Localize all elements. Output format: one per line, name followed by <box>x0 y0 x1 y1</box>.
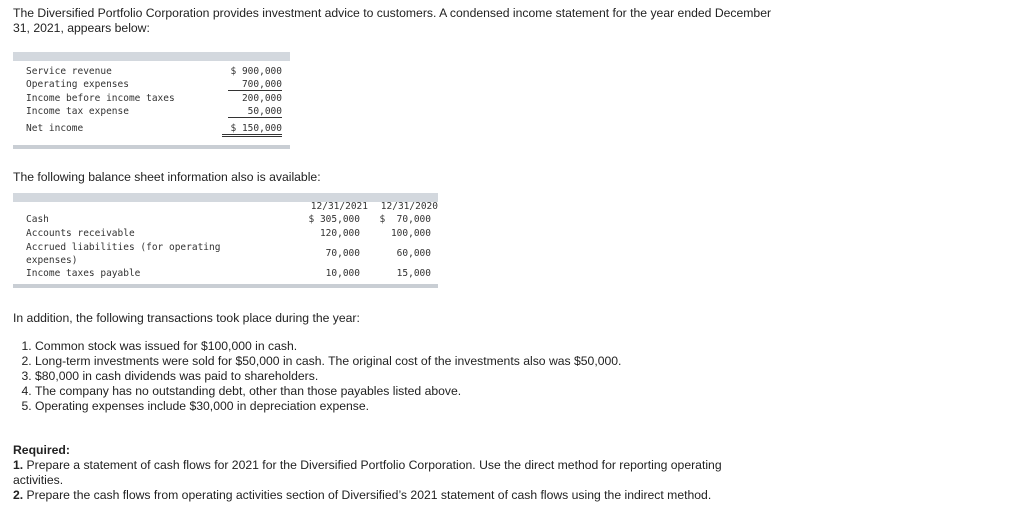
bs-header: 12/31/2021 <box>310 201 368 212</box>
bs-label: Income taxes payable <box>26 268 141 279</box>
intro-paragraph: The Diversified Portfolio Corporation provides investment advice to customers. A condensed income statement for the year ended December 31, 2021, appears below: <box>13 6 772 35</box>
is-value: 200,000 <box>241 93 282 104</box>
transaction-item: 2. Long-term investments were sold for $50,000 in cash. The original cost of the investments also was $50,000. <box>35 354 737 369</box>
required-item-number: 2. <box>13 488 24 502</box>
transaction-item: 5. Operating expenses include $30,000 in depreciation expense. <box>35 399 737 414</box>
required-item <box>13 458 773 488</box>
transaction-item: 3. $80,000 in cash dividends was paid to shareholders. <box>35 369 737 384</box>
is-label: Operating expenses <box>26 79 129 90</box>
is-label: Net income <box>26 123 84 134</box>
bs-value-2020: 15,000 <box>396 268 431 279</box>
bs-value-2021: 120,000 <box>319 228 360 239</box>
bs-label: Accounts receivable <box>26 228 135 239</box>
bs-label: Cash <box>26 214 49 225</box>
is-label: Service revenue <box>26 66 112 77</box>
required-heading: Required: <box>13 443 70 457</box>
bs-value-2020: 60,000 <box>396 248 431 259</box>
required-item-text: Prepare a statement of cash flows for 2021 for the Diversified Portfolio Corporation. Use the direct method for reporting operating activities. <box>13 458 722 487</box>
bs-value-2020: $ 70,000 <box>379 214 431 225</box>
bs-value-2021: 10,000 <box>325 268 360 279</box>
is-label: Income tax expense <box>26 106 129 117</box>
bs-value-2021: $ 305,000 <box>308 214 360 225</box>
required-item <box>13 488 773 503</box>
bs-value-2020: 100,000 <box>390 228 431 239</box>
balance-intro: The following balance sheet information also is available: <box>13 170 321 184</box>
transaction-item: 4. The company has no outstanding debt, other than those payables listed above. <box>35 384 737 399</box>
required-item-number: 1. <box>13 458 24 472</box>
is-value: 50,000 <box>228 106 282 118</box>
is-label: Income before income taxes <box>26 93 175 104</box>
is-value: $ 150,000 <box>222 123 282 137</box>
transactions-intro: In addition, the following transactions took place during the year: <box>13 311 360 325</box>
bs-value-2021: 70,000 <box>325 248 360 259</box>
transaction-item: 1. Common stock was issued for $100,000 in cash. <box>35 339 737 354</box>
is-value: $ 900,000 <box>230 66 282 77</box>
bs-header: 12/31/2020 <box>380 201 438 212</box>
is-value: 700,000 <box>228 79 282 91</box>
transactions-list <box>17 339 737 414</box>
required-item-text: Prepare the cash flows from operating activities section of Diversified’s 2021 statement of cash flows using the indirect method. <box>23 488 712 502</box>
bs-label: Accrued liabilities (for operating expenses) <box>26 242 221 266</box>
